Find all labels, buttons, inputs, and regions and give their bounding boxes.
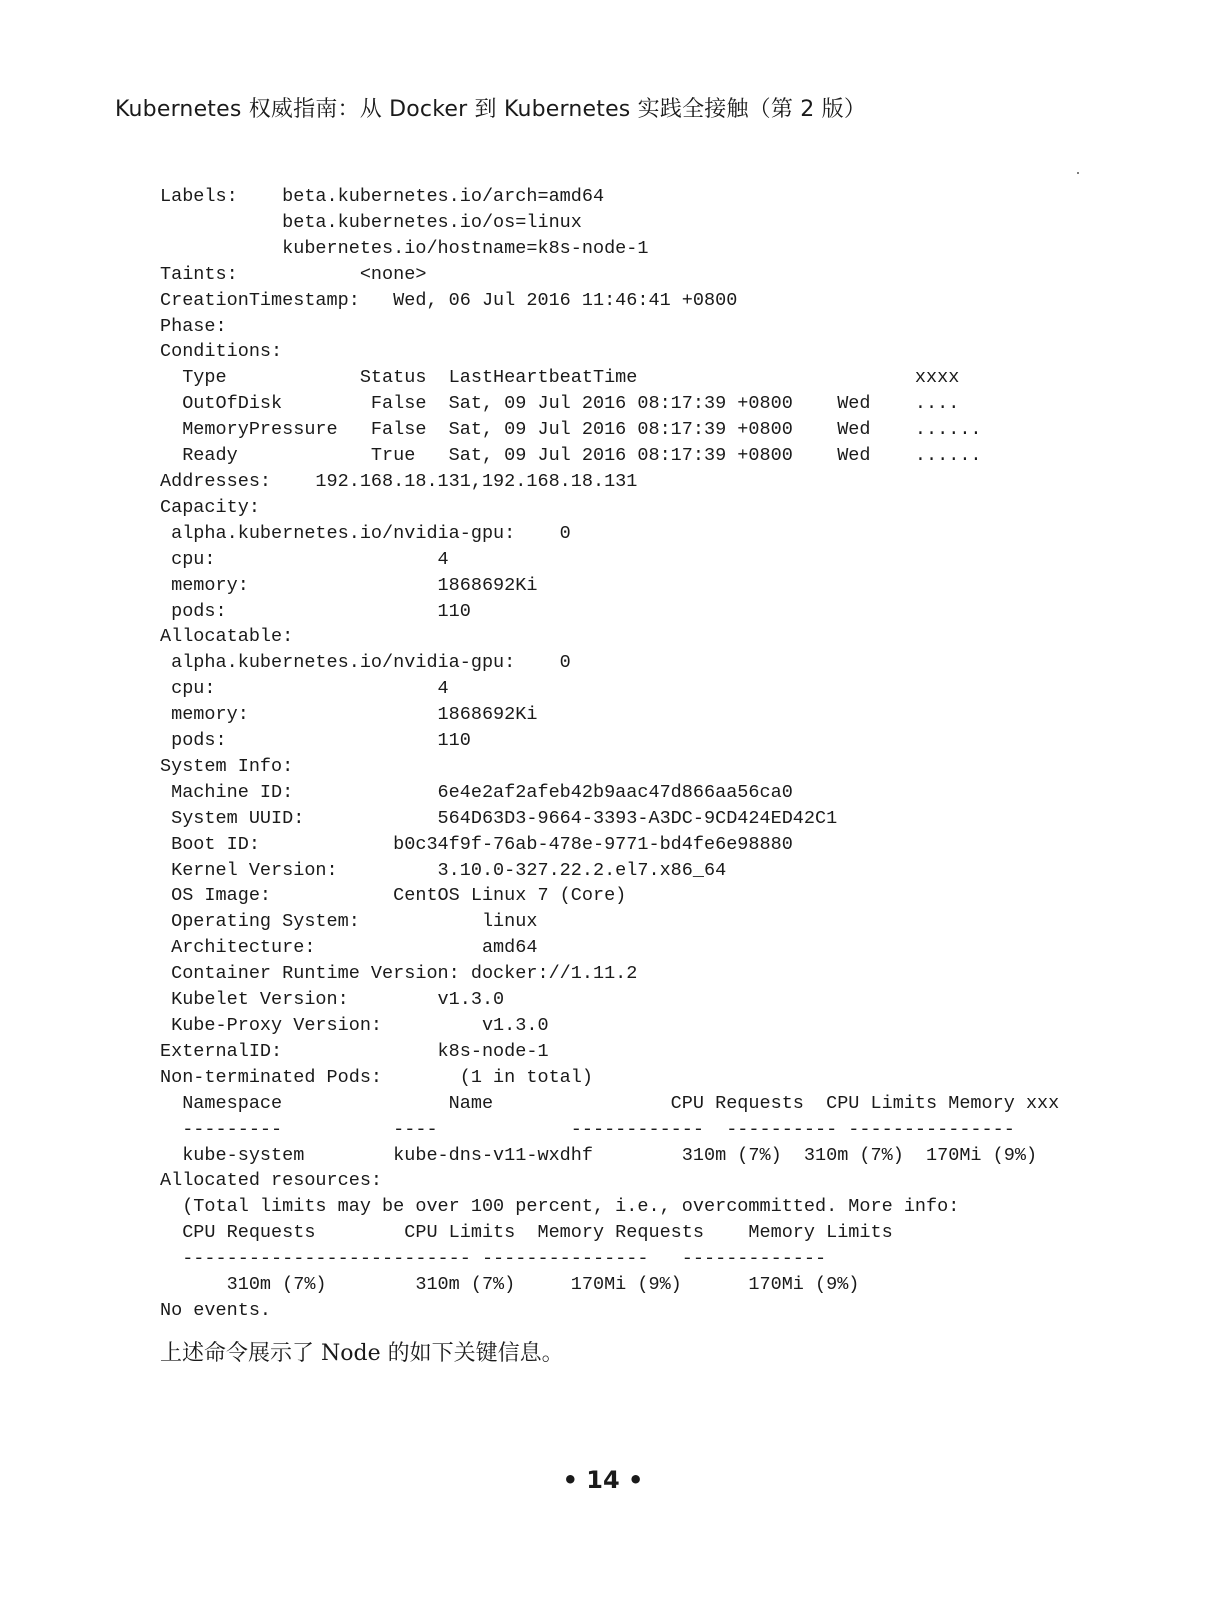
code-line: ExternalID: k8s-node-1	[160, 1040, 549, 1062]
code-line: Ready True Sat, 09 Jul 2016 08:17:39 +0800 Wed ......	[160, 445, 982, 467]
code-line: kube-system kube-dns-v11-wxdhf 310m (7%) 310m (7%) 170Mi (9%)	[160, 1144, 1038, 1166]
code-line: Architecture: amd64	[160, 937, 538, 959]
code-line: Labels: beta.kubernetes.io/arch=amd64	[160, 186, 605, 207]
code-line: kubernetes.io/hostname=k8s-node-1	[160, 237, 649, 259]
code-line: Namespace Name CPU Requests CPU Limits Memory xxx	[160, 1092, 1060, 1114]
code-line: cpu: 4	[160, 678, 449, 700]
code-line: memory: 1868692Ki	[160, 704, 538, 726]
code-line: Kernel Version: 3.10.0-327.22.2.el7.x86_64	[160, 859, 727, 881]
code-line: Operating System: linux	[160, 911, 538, 933]
code-line: pods: 110	[160, 600, 471, 622]
code-line: (Total limits may be over 100 percent, i.e., overcommitted. More info:	[160, 1196, 960, 1218]
code-line: memory: 1868692Ki	[160, 574, 538, 596]
code-line: System Info:	[160, 755, 294, 777]
code-line: System UUID: 564D63D3-9664-3393-A3DC-9CD424ED42C1	[160, 807, 838, 829]
code-line: beta.kubernetes.io/os=linux	[160, 211, 582, 233]
code-line: Addresses: 192.168.18.131,192.168.18.131	[160, 470, 638, 492]
code-line: Kubelet Version: v1.3.0	[160, 989, 505, 1011]
code-line: Allocated resources:	[160, 1170, 383, 1192]
code-line: Taints: <none>	[160, 263, 427, 285]
code-line: alpha.kubernetes.io/nvidia-gpu: 0	[160, 652, 571, 674]
code-line: -------------------------- --------------- -------------	[160, 1248, 827, 1270]
code-line: 310m (7%) 310m (7%) 170Mi (9%) 170Mi (9%)	[160, 1274, 860, 1296]
code-line: Non-terminated Pods: (1 in total)	[160, 1066, 593, 1088]
running-header: Kubernetes 权威指南：从 Docker 到 Kubernetes 实践全接触（第 2 版）	[115, 97, 867, 122]
body-paragraph: 上述命令展示了 Node 的如下关键信息。	[160, 1341, 564, 1366]
code-line: Capacity:	[160, 496, 260, 518]
code-line: Boot ID: b0c34f9f-76ab-478e-9771-bd4fe6e98880	[160, 833, 793, 855]
code-line: pods: 110	[160, 730, 471, 752]
code-line: OutOfDisk False Sat, 09 Jul 2016 08:17:39 +0800 Wed ....	[160, 393, 960, 415]
code-line: MemoryPressure False Sat, 09 Jul 2016 08:17:39 +0800 Wed ......	[160, 419, 982, 441]
code-line: Container Runtime Version: docker://1.11.2	[160, 963, 638, 985]
code-line: cpu: 4	[160, 548, 449, 570]
code-line: No events.	[160, 1299, 272, 1321]
code-line: --------- ---- ------------ ---------- ---------------	[160, 1118, 1015, 1140]
page-number: • 14 •	[562, 1466, 644, 1494]
code-line: Type Status LastHeartbeatTime xxxx	[160, 367, 960, 389]
code-line: Conditions:	[160, 341, 283, 363]
code-line: Machine ID: 6e4e2af2afeb42b9aac47d866aa56ca0	[160, 781, 793, 803]
code-line: alpha.kubernetes.io/nvidia-gpu: 0	[160, 522, 571, 544]
code-line: OS Image: CentOS Linux 7 (Core)	[160, 885, 627, 907]
code-line: Kube-Proxy Version: v1.3.0	[160, 1015, 549, 1036]
scan-speck	[1077, 172, 1079, 174]
code-line: CreationTimestamp: Wed, 06 Jul 2016 11:46:41 +0800	[160, 289, 738, 311]
code-line: CPU Requests CPU Limits Memory Requests Memory Limits	[160, 1222, 893, 1244]
kubectl-describe-node-output	[160, 184, 1059, 1324]
code-line: Phase:	[160, 315, 227, 337]
code-line: Allocatable:	[160, 626, 294, 648]
